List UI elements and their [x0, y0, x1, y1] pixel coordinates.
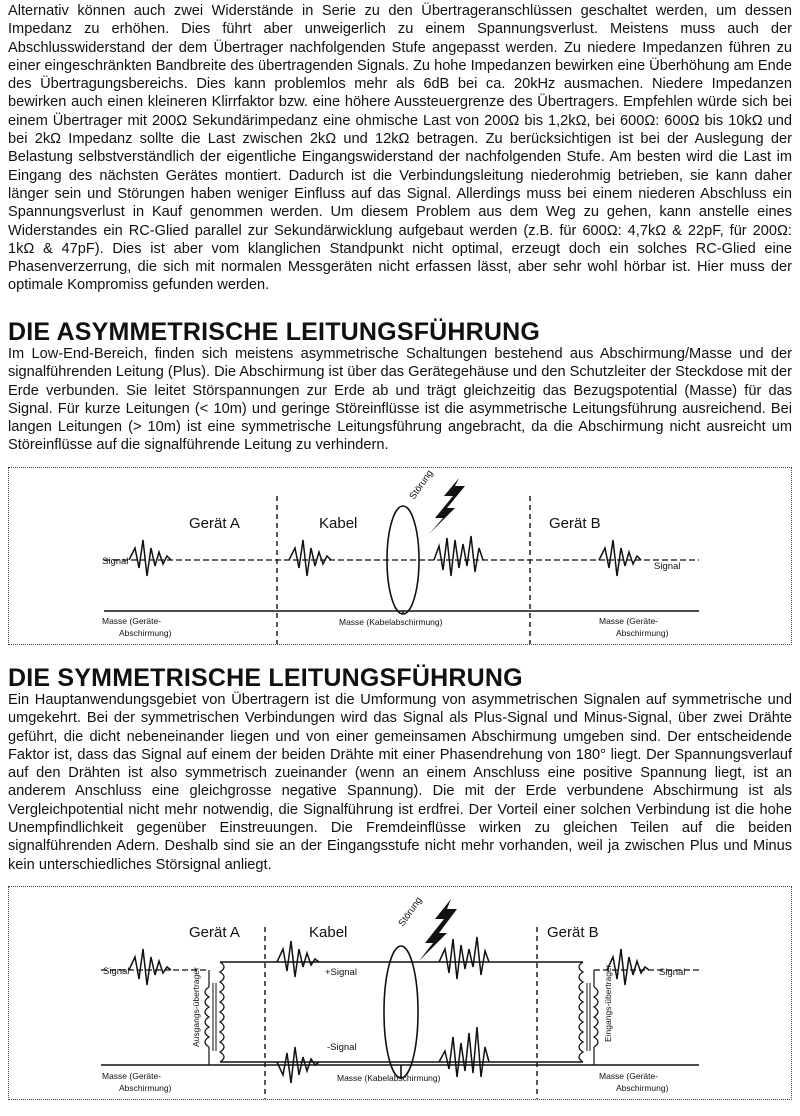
- plus-signal-label: +Signal: [325, 967, 357, 978]
- sym-paragraph: Ein Hauptanwendungsgebiet von Übertragern ist die Umformung von asymmetrischen Signalen auf symmetrische und umgekehrt. Bei der symmetrischen Verbindungen wird das Signal als Plus-Signal und Minus-Signal, über zwei Drähte geführt, die dicht nebeneinander liegen und von einer gemeinsamen Abschirmung umgeben sind. Der entscheidende Faktor ist, dass das Signal auf einem der beiden Drähte mit einer Phasendrehung von 180° liegt. Der Spannungsverlauf auf den Drähten ist also symmetrisch zueinander (wenn an einem Anschluss eine positive Spannung liegt, ist an anderem Anschluss eine gleichgrosse negative Spannung). Die mit der Erde verbundene Abschirmung ist als Vergleichpotential nicht mehr notwendig, die Signalführung ist erdfrei. Der Vorteil einer solchen Verbindung ist die hohe Unempfindlichkeit gegenüber Einstreuungen. Die Fremdeinflüsse wirken zu gleichen Teilen auf die beiden signalführenden Adern. Deshalb sind sie an der Eingangsstufe nicht mehr vorhanden, weil ja zwischen Plus und Minus kein unterschiedliches Störsignal anliegt.: [8, 692, 792, 873]
- ground-label-mid: Masse (Kabelabschirmung): [337, 1073, 441, 1083]
- intro-paragraph: Alternativ können auch zwei Widerstände in Serie zu den Übertrageranschlüssen geschaltet werden, um dessen Impedanz zu erhöhen. Dies führt aber unweigerlich zu einem Spannungsverlust. Meistens muss auch der Abschlusswiderstand der dem Übertrager nachfolgenden Stufe angepasst werden. Zu niedere Impedanzen führen zu einer eingeschränkten Bandbreite des übertragenden Signals. Zu hohe Impedanzen bewirken eine Überhöhung am Ende des Übertragungsbereichs. Dies kann problemlos mehr als 6dB bei ca. 20kHz ausmachen. Niedere Impedanzen bewirken auch einen kleineren Klirrfaktor bzw. eine höhere Aussteuergrenze des Übertragers. Empfehlen würde sich bei einem Übertrager mit 200Ω Sekundärimpedanz eine ohmische Last von 200Ω bis 1,2kΩ, bei 600Ω: 600Ω bis 10kΩ und bei 2kΩ Impedanz sollte die Last zwischen 2kΩ und 12kΩ betragen. Zu berücksichtigen ist bei der Auslegung der Belastung selbstverständlich der eigentliche Eingangswiderstand der nachfolgenden Stufe. Am besten wird die Last im Eingang des nächsten Gerätes montiert. Dadurch ist die Verbindungsleitung niederohmig betrieben, sie kann daher länger sein und Störungen haben weniger Einfluss auf das Signal. Allerdings muss bei einem niederen Abschluss ein Spannungsverlust in Kauf genommen werden. Um diesem Problem aus dem Weg zu gehen, kann anstelle eines Widerstandes ein RC-Glied parallel zur Sekundärwicklung aufgebaut werden (z.B. für 600Ω: 4,7kΩ & 22pF, für 200Ω: 1kΩ & 47pF). Dies ist aber vom klanglichen Standpunkt nicht optimal, erzeugt doch ein solches RC-Glied eine Phasenverzerrung, die sich mit normalen Messgeräten nicht erfassen lässt, aber sehr wohl hörbar ist. Hier muss der optimale Kompromiss gefunden werden.: [8, 3, 792, 294]
- lightning-icon: [429, 478, 465, 534]
- waveform-cable-right: [434, 536, 483, 576]
- ground-label-left-2: Abschirmung): [119, 1083, 172, 1093]
- xfmr-b-secondary: [594, 987, 598, 1047]
- ground-label-left-1: Masse (Geräte-: [102, 1071, 162, 1081]
- waveform-plus-left: [277, 941, 319, 977]
- ground-label-left-1: Masse (Geräte-: [102, 616, 162, 626]
- device-a-label: Gerät A: [189, 515, 240, 532]
- waveform-b: [599, 540, 641, 576]
- waveform-minus-right: [439, 1027, 489, 1077]
- ground-label-mid: Masse (Kabelabschirmung): [339, 617, 443, 627]
- device-a-label: Gerät A: [189, 924, 240, 941]
- asym-paragraph: Im Low-End-Bereich, finden sich meistens asymmetrische Schaltungen bestehend aus Abschirmung/Masse und der signalführenden Leitung (Plus). Die Abschirmung ist über das Gerätegehäuse und den Schutzleiter der Steckdose mit der Erde verbunden. Sie leitet Störspannungen zur Erde ab und trägt gleichzeitig das Bezugspotential (Masse) für das Signal. Für kurze Leitungen (< 10m) und geringe Störeinflüsse ist die asymmetrische Leitungsführung ausreichend. Bei langen Leitungen (> 10m) ist eine symmetrische Leitungsführung angebracht, da die Abschirmung nicht ausreicht um Störeinflüsse auf die signalführende Leitung zu verhindern.: [8, 346, 792, 454]
- xfmr-a-primary: [205, 987, 209, 1047]
- xfmr-a-secondary: [220, 962, 224, 1062]
- waveform-plus-right: [439, 937, 489, 979]
- input-transformer-label: Eingangs-übertrager: [603, 964, 613, 1042]
- sym-diagram: [8, 886, 792, 1100]
- ground-label-right-1: Masse (Geräte-: [599, 616, 659, 626]
- waveform-a: [129, 540, 171, 576]
- device-b-label: Gerät B: [549, 515, 601, 532]
- device-b-label: Gerät B: [547, 924, 599, 941]
- signal-label-right: Signal: [654, 561, 681, 572]
- interference-label: Störung: [407, 468, 436, 502]
- asym-diagram: [8, 467, 792, 645]
- asym-heading: DIE ASYMMETRISCHE LEITUNGSFÜHRUNG: [8, 318, 541, 346]
- waveform-a: [129, 949, 171, 985]
- ground-label-right-1: Masse (Geräte-: [599, 1071, 659, 1081]
- cable-label: Kabel: [319, 515, 358, 532]
- output-transformer-label: Ausgangs-übertrager: [191, 967, 201, 1047]
- waveform-cable-left: [289, 540, 331, 576]
- asym-diagram-svg: [9, 468, 791, 644]
- xfmr-b-primary: [579, 962, 583, 1062]
- signal-label-right: Signal: [659, 967, 686, 978]
- sym-diagram-svg: [9, 887, 791, 1099]
- signal-label-left: Signal: [103, 966, 130, 977]
- minus-signal-label: -Signal: [327, 1042, 357, 1053]
- ground-label-left-2: Abschirmung): [119, 628, 172, 638]
- interference-label: Störung: [396, 895, 425, 929]
- ground-label-right-2: Abschirmung): [616, 628, 669, 638]
- ground-label-right-2: Abschirmung): [616, 1083, 669, 1093]
- cable-shield-ellipse: [384, 946, 418, 1078]
- sym-heading: DIE SYMMETRISCHE LEITUNGSFÜHRUNG: [8, 664, 523, 692]
- signal-label-left: Signal: [102, 556, 129, 567]
- waveform-b: [607, 949, 649, 985]
- cable-label: Kabel: [309, 924, 348, 941]
